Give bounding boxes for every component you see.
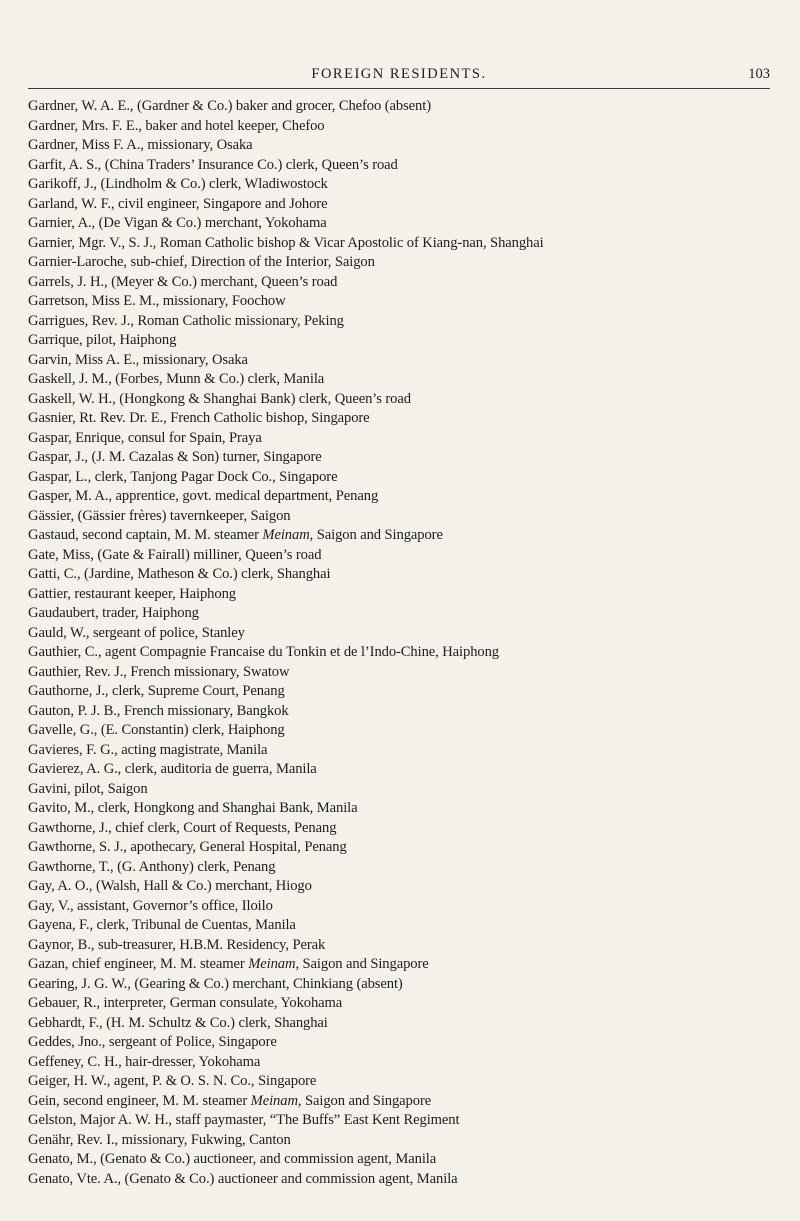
resident-entry [28, 370, 778, 390]
page-header [28, 66, 770, 88]
entry-text: Garrels, J. H., (Meyer & Co.) merchant, Queen’s road [28, 273, 338, 290]
entry-text: Garvin, Miss A. E., missionary, Osaka [28, 351, 248, 368]
entry-text: , Saigon and Singapore [309, 527, 443, 543]
entry-text: Gauton, P. J. B., French missionary, Bangkok [28, 702, 289, 719]
entry-text: Gattier, restaurant keeper, Haiphong [28, 585, 236, 602]
resident-entry [28, 897, 778, 917]
entry-text: Gaspar, Enrique, consul for Spain, Praya [28, 429, 262, 446]
resident-entry [28, 1072, 778, 1092]
entry-text: Gawthorne, T., (G. Anthony) clerk, Penang [28, 858, 276, 875]
entry-text: Gaskell, J. M., (Forbes, Munn & Co.) clerk, Manila [28, 371, 325, 387]
entry-text: Gebauer, R., interpreter, German consulate, Yokohama [28, 995, 343, 1011]
entry-text: , Saigon and Singapore [295, 956, 429, 972]
resident-entry [28, 97, 778, 117]
resident-entry [28, 682, 778, 702]
entry-text: Gawthorne, J., chief clerk, Court of Requests, Penang [28, 819, 337, 836]
resident-entry [28, 858, 778, 878]
entry-text: Gauthorne, J., clerk, Supreme Court, Penang [28, 683, 285, 699]
entry-text: Gauthier, Rev. J., French missionary, Swatow [28, 663, 290, 680]
resident-entry [28, 448, 778, 468]
resident-list [28, 97, 778, 1189]
entry-text: Gawthorne, S. J., apothecary, General Hospital, Penang [28, 839, 347, 855]
entry-text: Gay, A. O., (Walsh, Hall & Co.) merchant, Hiogo [28, 878, 312, 894]
resident-entry [28, 1053, 778, 1073]
resident-entry [28, 526, 778, 546]
resident-entry [28, 1033, 778, 1053]
entry-text: Gässier, (Gässier frères) tavernkeeper, Saigon [28, 507, 291, 524]
resident-entry [28, 741, 778, 761]
entry-text: Genato, M., (Genato & Co.) auctioneer, and commission agent, Manila [28, 1151, 437, 1167]
entry-text: Garnier, A., (De Vigan & Co.) merchant, Yokohama [28, 215, 327, 231]
entry-text: Gavierez, A. G., clerk, auditoria de guerra, Manila [28, 761, 317, 777]
resident-entry [28, 877, 778, 897]
entry-text: Gasnier, Rt. Rev. Dr. E., French Catholic bishop, Singapore [28, 410, 370, 426]
resident-entry [28, 429, 778, 449]
entry-text: Gauthier, C., agent Compagnie Francaise du Tonkin et de l’Indo-Chine, Haiphong [28, 644, 500, 660]
entry-text: Geiger, H. W., agent, P. & O. S. N. Co., Singapore [28, 1073, 317, 1089]
resident-entry [28, 819, 778, 839]
resident-entry [28, 663, 778, 683]
entry-text: Gastaud, second captain, M. M. steamer [28, 527, 263, 543]
resident-entry [28, 390, 778, 410]
resident-entry [28, 351, 778, 371]
entry-text: Gatti, C., (Jardine, Matheson & Co.) clerk, Shanghai [28, 566, 331, 582]
entry-text: Gayena, F., clerk, Tribunal de Cuentas, Manila [28, 917, 296, 933]
resident-entry [28, 994, 778, 1014]
entry-text: Garland, W. F., civil engineer, Singapore and Johore [28, 195, 328, 212]
entry-text: Garrigues, Rev. J., Roman Catholic missionary, Peking [28, 312, 344, 329]
entry-text: , Saigon and Singapore [297, 1092, 432, 1109]
resident-entry [28, 156, 778, 176]
entry-text: Gavelle, G., (E. Constantin) clerk, Haiphong [28, 722, 285, 738]
resident-entry [28, 273, 778, 293]
resident-entry [28, 643, 778, 663]
entry-text: Gelston, Major A. W. H., staff paymaster, “The Buffs” East Kent Regiment [28, 1112, 460, 1128]
resident-entry [28, 1150, 778, 1170]
header-rule [28, 88, 770, 89]
resident-entry [28, 721, 778, 741]
resident-entry [28, 195, 778, 215]
resident-entry [28, 799, 778, 819]
entry-text: Gaudaubert, trader, Haiphong [28, 605, 199, 621]
entry-text: Genähr, Rev. I., missionary, Fukwing, Canton [28, 1131, 291, 1148]
resident-entry [28, 760, 778, 780]
entry-text: Garikoff, J., (Lindholm & Co.) clerk, Wladiwostock [28, 176, 328, 192]
entry-text: Gein, second engineer, M. M. steamer [28, 1092, 251, 1109]
entry-text: Garnier-Laroche, sub-chief, Direction of the Interior, Saigon [28, 254, 375, 270]
resident-entry [28, 507, 778, 527]
resident-entry [28, 117, 778, 137]
entry-text: Gauld, W., sergeant of police, Stanley [28, 624, 245, 641]
resident-entry [28, 702, 778, 722]
resident-entry [28, 468, 778, 488]
resident-entry [28, 1170, 778, 1190]
resident-entry [28, 546, 778, 566]
resident-entry [28, 253, 778, 273]
resident-entry [28, 175, 778, 195]
resident-entry [28, 136, 778, 156]
resident-entry [28, 214, 778, 234]
resident-entry [28, 604, 778, 624]
resident-entry [28, 234, 778, 254]
resident-entry [28, 838, 778, 858]
entry-text: Gardner, W. A. E., (Gardner & Co.) baker and grocer, Chefoo (absent) [28, 98, 431, 114]
ship-name: Meinam [248, 956, 296, 972]
resident-entry [28, 585, 778, 605]
entry-text: Gaynor, B., sub-treasurer, H.B.M. Residency, Perak [28, 936, 326, 953]
resident-entry [28, 955, 778, 975]
entry-text: Geffeney, C. H., hair-dresser, Yokohama [28, 1053, 261, 1070]
resident-entry [28, 936, 778, 956]
entry-text: Gaspar, L., clerk, Tanjong Pagar Dock Co., Singapore [28, 468, 338, 485]
entry-text: Garretson, Miss E. M., missionary, Foochow [28, 293, 286, 309]
entry-text: Garnier, Mgr. V., S. J., Roman Catholic bishop & Vicar Apostolic of Kiang-nan, Shanghai [28, 234, 544, 251]
entry-text: Gaskell, W. H., (Hongkong & Shanghai Bank) clerk, Queen’s road [28, 390, 411, 407]
entry-text: Gasper, M. A., apprentice, govt. medical department, Penang [28, 488, 379, 504]
resident-entry [28, 292, 778, 312]
ship-name: Meinam [262, 527, 310, 543]
entry-text: Gavito, M., clerk, Hongkong and Shanghai Bank, Manila [28, 800, 358, 816]
resident-entry [28, 780, 778, 800]
entry-text: Gay, V., assistant, Governor’s office, Iloilo [28, 897, 273, 914]
entry-text: Garrique, pilot, Haiphong [28, 332, 177, 348]
page-number: 103 [748, 66, 770, 82]
entry-text: Gardner, Miss F. A., missionary, Osaka [28, 137, 253, 153]
resident-entry [28, 1111, 778, 1131]
resident-entry [28, 565, 778, 585]
resident-entry [28, 409, 778, 429]
resident-entry [28, 624, 778, 644]
entry-text: Geddes, Jno., sergeant of Police, Singapore [28, 1034, 277, 1050]
resident-entry [28, 312, 778, 332]
entry-text: Genato, Vte. A., (Genato & Co.) auctioneer and commission agent, Manila [28, 1170, 458, 1187]
entry-text: Gazan, chief engineer, M. M. steamer [28, 956, 249, 972]
entry-text: Gavini, pilot, Saigon [28, 780, 148, 797]
resident-entry [28, 487, 778, 507]
entry-text: Gardner, Mrs. F. E., baker and hotel keeper, Chefoo [28, 117, 325, 134]
resident-entry [28, 1092, 778, 1112]
entry-text: Gate, Miss, (Gate & Fairall) milliner, Queen’s road [28, 546, 322, 563]
entry-text: Garfit, A. S., (China Traders’ Insurance Co.) clerk, Queen’s road [28, 156, 398, 173]
entry-text: Gebhardt, F., (H. M. Schultz & Co.) clerk, Shanghai [28, 1014, 328, 1031]
resident-entry [28, 1131, 778, 1151]
resident-entry [28, 916, 778, 936]
entry-text: Gearing, J. G. W., (Gearing & Co.) merchant, Chinkiang (absent) [28, 975, 403, 992]
entry-text: Gavieres, F. G., acting magistrate, Manila [28, 741, 268, 758]
running-title: FOREIGN RESIDENTS. [311, 66, 487, 82]
resident-entry [28, 1014, 778, 1034]
resident-entry [28, 975, 778, 995]
entry-text: Gaspar, J., (J. M. Cazalas & Son) turner, Singapore [28, 449, 322, 465]
resident-entry [28, 331, 778, 351]
ship-name: Meinam [250, 1092, 298, 1109]
